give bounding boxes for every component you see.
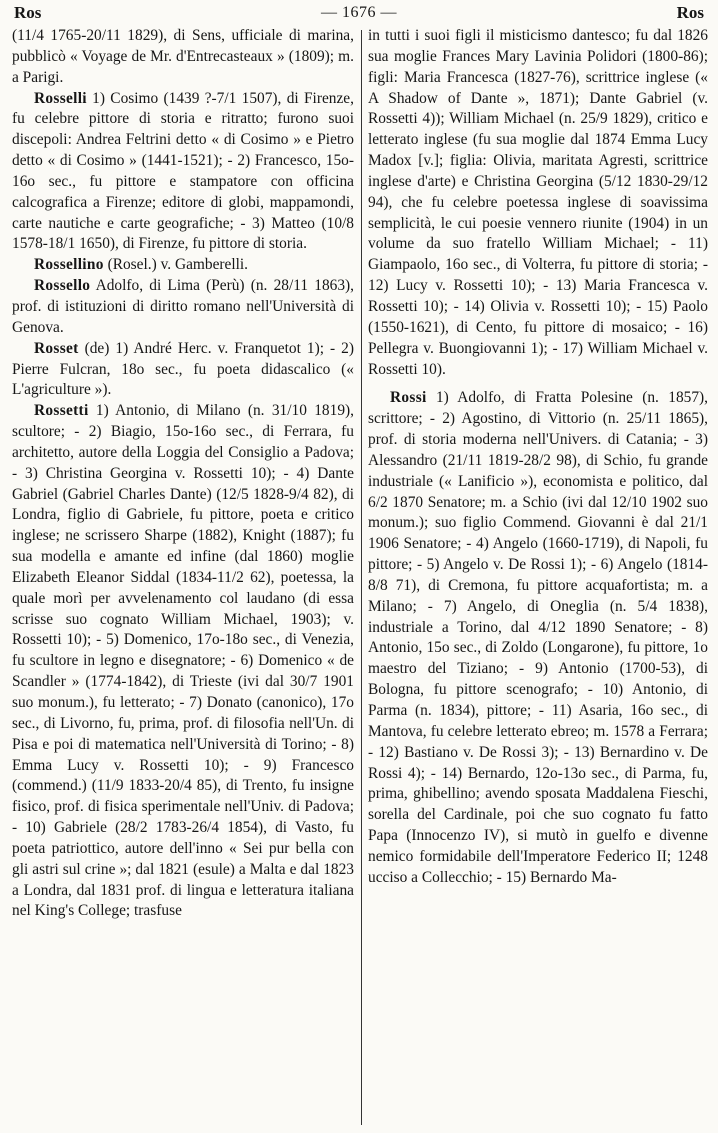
entry-text: Adolfo, di Lima (Perù) (n. 28/11 1863), prof. di istituzioni di diritto romano nell'Università di Genova.: [12, 277, 355, 336]
header-left-guide-word: Ros: [14, 3, 42, 22]
entry-headword: Rossi: [390, 389, 427, 407]
right-column: [368, 26, 708, 889]
entry-headword: Rosselli: [34, 89, 87, 107]
column-divider: [361, 30, 362, 1125]
entry-headword: Rossetti: [34, 402, 89, 420]
entry-text: (11/4 1765-20/11 1829), di Sens, ufficiale di marina, pubblicò « Voyage de Mr. d'Entrecasteaux » (1809); m. a Parigi.: [12, 27, 354, 86]
entry-text: (de) 1) André Herc. v. Franquetot 1); - 2) Pierre Fulcran, 18o sec., fu poeta didascalico (« L'agriculture »).: [12, 339, 354, 399]
entry-rosset: [12, 339, 354, 402]
entry-headword: Rossello: [34, 277, 91, 295]
entry-rossellino: [12, 255, 354, 276]
entry-continuation: [368, 26, 708, 380]
entry-text: 1) Cosimo (1439 ?-7/1 1507), di Firenze, fu celebre pittore di storia e ritratto; furono suoi discepoli: Andrea Feltrini detto « di Cosimo » e Pietro detto « di Cosimo » (1441-1521); - 2) Francesco, 15o-16o sec., fu pittore e stampatore con officina calcografica a Firenze; editore di globi, mappamondi, carte nautiche e carte geografiche; - 3) Matteo (10/8 1578-18/1 1650), di Firenze, fu pittore di storia.: [12, 89, 354, 253]
running-header: [14, 2, 704, 24]
entry-headword: Rossellino: [34, 256, 104, 274]
header-right-guide-word: Ros: [676, 3, 704, 22]
entry-rossetti: [12, 401, 354, 922]
entry-rossi: [368, 388, 708, 888]
entry-text: 1) Adolfo, di Fratta Polesine (n. 1857), scrittore; - 2) Agostino, di Vittorio (n. 25/11 1865), prof. di storia moderna nell'Univers. di Catania; - 3) Alessandro (21/11 1819-28/2 98), di Schio, fu grande industriale (« Lanificio »), economista e politico, dal 6/2 1870 Senatore; m. a Schio (ivi dal 12/10 1902 suo monum.); suo figlio Commend. Giovanni è dal 21/1 1906 Senatore; - 4) Angelo (1660-1719), di Napoli, fu pittore; - 5) Angelo v. De Rossi 1); - 6) Angelo (1814-8/8 71), di Cremona, fu pittore acquafortista; m. a Milano; - 7) Angelo, di Oneglia (n. 5/4 1838), industriale a Torino, dal 4/12 1890 Senatore; - 8) Antonio, 15o sec., di Zoldo (Longarone), fu pittore, 1o maestro del Tiziano; - 9) Antonio (1700-53), di Bologna, fu pittore scenografo; - 10) Antonio, di Parma (n. 1834), pittore; - 11) Asaria, 16o sec., di Mantova, fu celebre letterato ebreo; m. 1578 a Ferrara; - 12) Bastiano v. De Rossi 3); - 13) Bernardino v. De Rossi 4); - 14) Bernardo, 12o-13o sec., di Parma, fu, prima, ghibellino; avendo sposata Maddalena Fieschi, sorella del Cardinale, poi che suo cognato fu fatto Papa (Innocenzo IV), si mutò in guelfo e divenne nemico formidabile dell'Imperatore Federico II; 1248 ucciso a Collecchio; - 15) Bernardo Ma-: [368, 389, 708, 886]
entry-continuation: [12, 26, 354, 89]
left-column: [12, 26, 354, 922]
entry-text: 1) Antonio, di Milano (n. 31/10 1819), scultore; - 2) Biagio, 15o-16o sec., di Ferrara, fu architetto, autore della Loggia del Consiglio a Padova; - 3) Christina Georgina v. Rossetti 10); - 4) Dante Gabriel (Gabriel Charles Dante) (12/5 1828-9/4 82), di Londra, figlio di Gabriele, fu pittore, poeta e critico inglese; ne scrissero Sharpe (1882), Knight (1887); fu sua modella e amante ed infine (dal 1860) moglie Elizabeth Eleanor Siddal (1834-11/2 62), poetessa, la quale morì per avvelenamento col laudano (di essa scrisse suo cognato William Michael, 1903); v. Rossetti 10); - 5) Domenico, 17o-18o sec., di Venezia, fu scultore in legno e disegnatore; - 6) Domenico « de Scandler » (1774-1842), di Trieste (ivi dal 30/7 1901 suo monum.), fu letterato; - 7) Donato (canonico), 17o sec., di Livorno, fu, prima, prof. di filosofia nell'Un. di Pisa e poi di matematica nell'Università di Torino; - 8) Emma Lucy v. Rossetti 10); - 9) Francesco (commend.) (11/9 1833-20/4 85), di Trento, fu insigne fisico, prof. di fisica sperimentale nell'Univ. di Padova; - 10) Gabriele (28/2 1783-26/4 1854), di Vasto, fu poeta patriottico, autore dell'inno « Sei pur bella con gli astri sul crine »; dal 1821 (esule) a Malta e dal 1823 a Londra, dal 1831 prof. di lingua e letteratura italiana nel King's College; trasfuse: [12, 402, 354, 920]
entry-headword: Rosset: [34, 339, 79, 357]
entry-rossello: [12, 276, 354, 339]
page-number: — 1676 —: [321, 4, 397, 21]
entry-text: in tutti i suoi figli il misticismo dantesco; fu dal 1826 sua moglie Frances Mary Lavinia Polidori (1800-86); figli: Maria Francesca (1827-76), scrittrice inglese (« A Shadow of Dante », 1871); Dante Gabriel (v. Rossetti 4)); William Michael (n. 25/9 1829), critico e letterato inglese (fu sua moglie dal 1874 Emma Lucy Madox [v.]; figlia: Olivia, maritata Agresti, scrittrice inglese d'arte) e Christina Georgina (5/12 1830-29/12 94), che fu celebre poetessa inglese di soavissima semplicità, le cui poesie vennero riunite (1904) in un volume da suo fratello William Michael; - 11) Giampaolo, 16o sec., di Volterra, fu pittore di storia; - 12) Lucy v. Rossetti 10); - 13) Maria Francesca v. Rossetti 10); - 14) Olivia v. Rossetti 10); - 15) Paolo (1550-1621), di Cento, fu pittore di mosaico; - 16) Pellegra v. Buongiovanni 1); - 17) William Michael v. Rossetti 10).: [368, 27, 708, 378]
entry-rosselli: [12, 89, 354, 256]
entry-text: (Rosel.) v. Gamberelli.: [107, 256, 249, 274]
